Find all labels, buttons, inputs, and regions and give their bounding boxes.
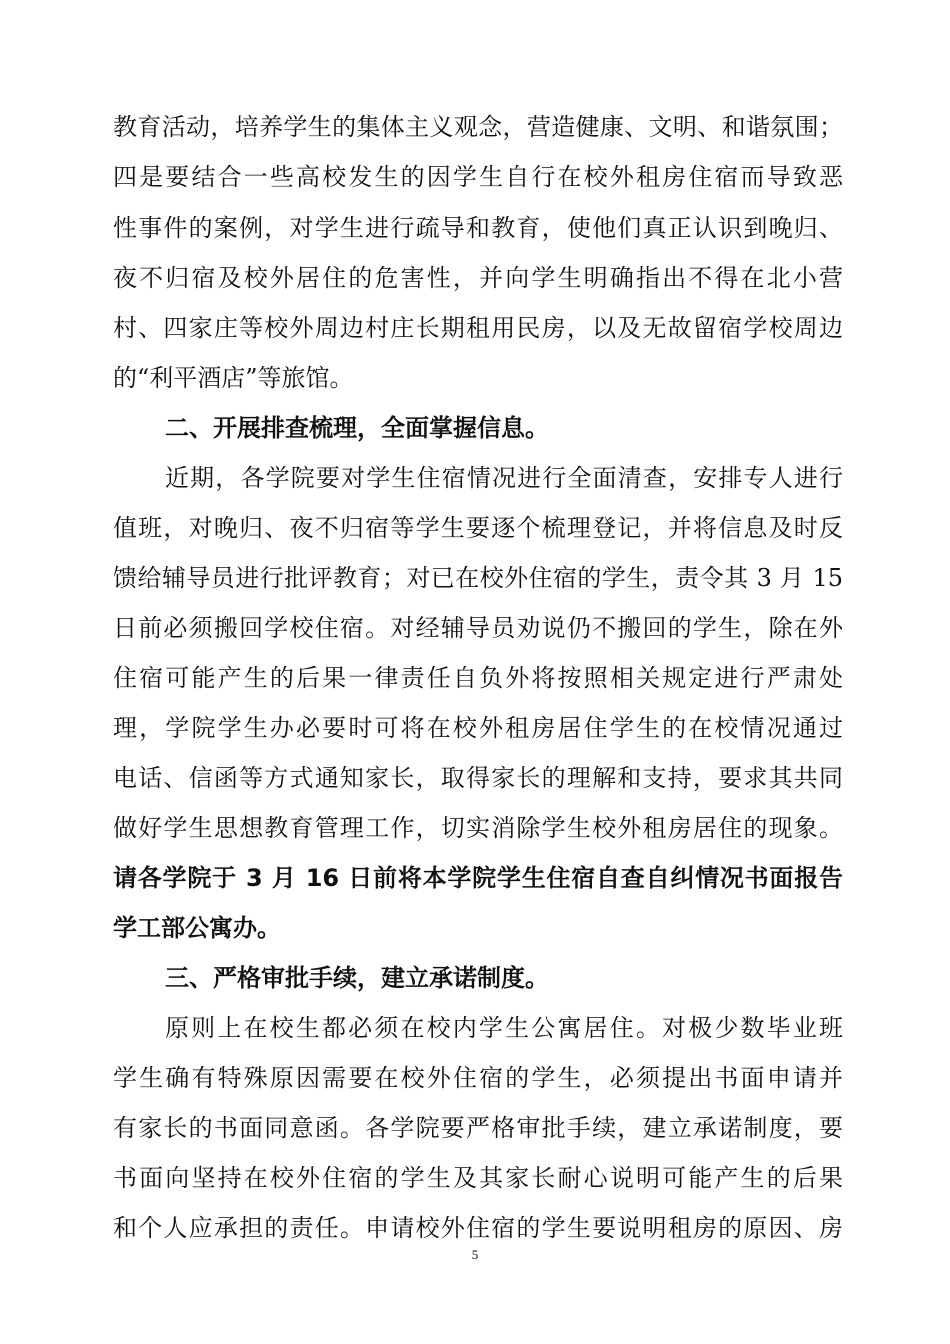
text-line: 书面向坚持在校外住宿的学生及其家长耐心说明可能产生的后果 xyxy=(113,1164,843,1192)
text-line: 值班，对晚归、夜不归宿等学生要逐个梳理登记，并将信息及时反 xyxy=(113,514,843,542)
text-line: 教育活动，培养学生的集体主义观念，营造健康、文明、和谐氛围； xyxy=(113,113,843,141)
bold-text-line: 请各学院于 3 月 16 日前将本学院学生住宿自查自纠情况书面报告 xyxy=(113,864,843,892)
text-line: 日前必须搬回学校住宿。对经辅导员劝说仍不搬回的学生，除在外 xyxy=(113,614,843,642)
text-line: 有家长的书面同意函。各学院要严格审批手续，建立承诺制度，要 xyxy=(113,1114,843,1142)
text-line: 住宿可能产生的后果一律责任自负外将按照相关规定进行严肃处 xyxy=(113,664,843,692)
text-line: 原则上在校生都必须在校内学生公寓居住。对极少数毕业班 xyxy=(165,1014,843,1042)
text-line: 学生确有特殊原因需要在校外住宿的学生，必须提出书面申请并 xyxy=(113,1064,843,1092)
text-line: 做好学生思想教育管理工作，切实消除学生校外租房居住的现象。 xyxy=(113,814,843,842)
text-line: 四是要结合一些高校发生的因学生自行在校外租房住宿而导致恶 xyxy=(113,163,843,191)
text-line: 性事件的案例，对学生进行疏导和教育，使他们真正认识到晚归、 xyxy=(113,214,843,242)
text-line: 馈给辅导员进行批评教育；对已在校外住宿的学生，责令其 3 月 15 xyxy=(113,564,843,592)
section-heading: 三、严格审批手续，建立承诺制度。 xyxy=(165,964,549,992)
text-line: 村、四家庄等校外周边村庄长期租用民房，以及无故留宿学校周边 xyxy=(113,314,843,342)
bold-text-line: 学工部公寓办。 xyxy=(113,914,281,942)
section-heading: 二、开展排查梳理，全面掌握信息。 xyxy=(165,414,549,442)
text-line: 和个人应承担的责任。申请校外住宿的学生要说明租房的原因、房 xyxy=(113,1214,843,1242)
text-line: 理，学院学生办必要时可将在校外租房居住学生的在校情况通过 xyxy=(113,714,843,742)
page-number: 5 xyxy=(471,1247,479,1262)
text-line: 电话、信函等方式通知家长，取得家长的理解和支持，要求其共同 xyxy=(113,764,843,792)
text-line: 的“利平酒店”等旅馆。 xyxy=(113,364,354,392)
text-line: 近期，各学院要对学生住宿情况进行全面清查，安排专人进行 xyxy=(165,464,843,492)
text-line: 夜不归宿及校外居住的危害性，并向学生明确指出不得在北小营 xyxy=(113,264,843,292)
